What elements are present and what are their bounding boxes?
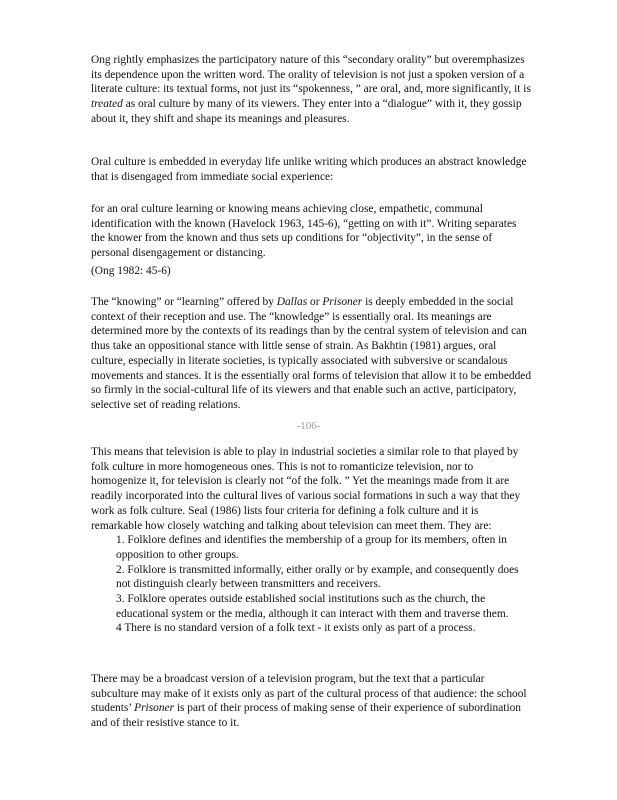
paragraph-oral-culture xyxy=(91,155,531,184)
text-run: or xyxy=(307,296,323,308)
emphasis: Dallas xyxy=(276,296,308,308)
list-item: 3. Folklore operates outside established social institutions such as the church, the educational system or the media, although it can interact with them and traverse them. xyxy=(116,593,509,620)
text-run: as oral culture by many of its viewers. They enter into a “dialogue” with it, they gossip about it, they shift and shape its meanings and pleasures. xyxy=(91,98,522,125)
paragraph-broadcast-version xyxy=(91,672,531,731)
paragraph-knowing xyxy=(91,295,531,413)
list-item: 2. Folklore is transmitted informally, either orally or by example, and consequently does not distinguish clearly between transmitters and receivers. xyxy=(116,563,519,591)
paragraph-folk-culture xyxy=(91,445,531,636)
list-item: 1. Folklore defines and identifies the membership of a group for its members, often in opposition to other groups. xyxy=(116,534,507,561)
emphasis: treated xyxy=(91,98,123,111)
page-number: -106- xyxy=(296,420,321,432)
list-item: 4 There is no standard version of a folk text - it exists only as part of a process. xyxy=(116,622,476,635)
paragraph-text: This means that television is able to play in industrial societies a similar role to that played by folk culture in more homogeneous ones. This is not to romanticize television, nor to homogenize it, for television is clearly not “of the folk. ” Yet the meanings made from it are readily incorporated into the cultural lives of various social formations in such a way that they work as folk culture. Seal (1986) lists four criteria for defining a folk culture and it is remarkable how closely watching and talking about television can meet them. They are: xyxy=(91,446,521,532)
quote-text: for an oral culture learning or knowing means achieving close, empathetic, communal identification with the known (Havelock 1963, 145-6), “getting on with it”. Writing separates the knower from the known and thus sets up conditions for “objectivity”, in the sense of personal disengagement or distancing. xyxy=(91,203,517,260)
criteria-list xyxy=(91,533,531,636)
text-run: The “knowing” or “learning” offered by xyxy=(91,296,277,308)
citation-text: (Ong 1982: 45-6) xyxy=(91,265,171,277)
emphasis: Prisoner xyxy=(322,296,363,308)
paragraph-ong-orality xyxy=(91,53,531,127)
quote-citation xyxy=(91,264,531,279)
block-quote xyxy=(91,202,531,261)
text-run: is part of their process of making sense of their experience of subordination and of their resistive stance to it. xyxy=(91,702,522,730)
text-run: There may be a broadcast version of a television program, but the text that a particular subculture may make of it exists only as part of the cultural process of that audience: the school students’ xyxy=(91,673,527,715)
text-run: is deeply embedded in the social context of their reception and use. The “knowledge” is essentially oral. Its meanings are determined more by the contexts of its readings than by the central system of television and can thus take an oppositional stance with little sense of strain. As Bakhtin (1981) argues, oral culture, especially in literate societies, is typically associated with subversive or scandalous movements and stances. It is the essentially oral forms of television that allow it to be embedded so firmly in the social-cultural life of its viewers and that enable such an active, participatory, selective set of reading relations. xyxy=(91,296,532,411)
emphasis: Prisoner xyxy=(134,702,175,715)
paragraph-text: Oral culture is embedded in everyday life unlike writing which produces an abstract knowledge that is disengaged from immediate social experience: xyxy=(91,156,527,183)
text-run: Ong rightly emphasizes the participatory nature of this “secondary orality” but overemphasizes its dependence upon the written word. The orality of television is not just a spoken version of a literate culture: its textual forms, not just its “spokenness, ” are oral, and, more significantly, it is xyxy=(91,54,531,96)
